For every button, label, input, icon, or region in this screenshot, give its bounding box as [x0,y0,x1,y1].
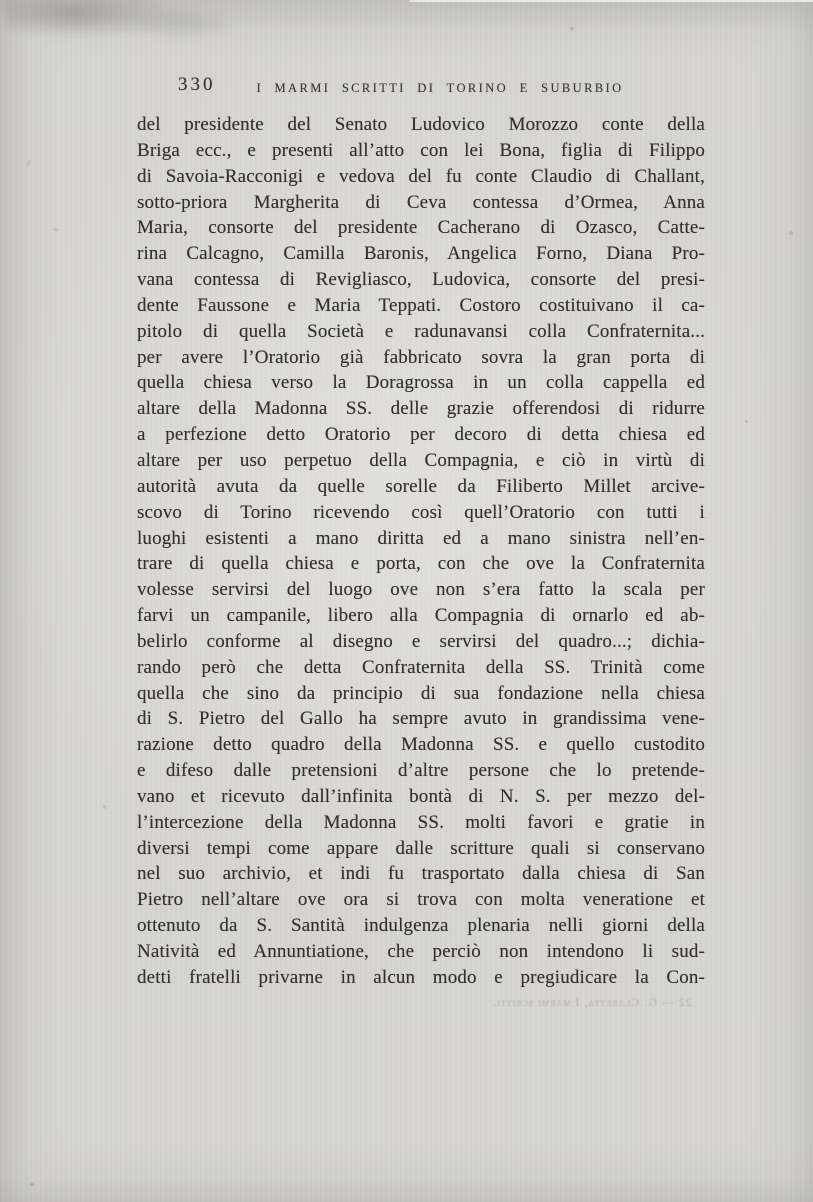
text-line: per avere l’Oratorio già fabbricato sovra la gran porta di [137,346,705,368]
paper-speck [26,160,32,168]
text-line: di S. Pietro del Gallo ha sempre avuto in grandissima vene- [137,708,705,730]
running-title: I MARMI SCRITTI DI TORINO E SUBURBIO [256,81,624,95]
text-line: nel suo archivio, et indi fu trasportato dalla chiesa di San [137,863,705,885]
text-line: quella chiesa verso la Doragrossa in un colla cappella ed [137,372,705,394]
text-line: Maria, consorte del presidente Cacherano di Ozasco, Catte- [137,217,705,239]
text-line: trare di quella chiesa e porta, con che ove la Confraternita [137,553,705,575]
paper-speck [30,1183,34,1186]
text-line: volesse servirsi del luogo ove non s’era fatto la scala per [137,579,705,601]
text-line: belirlo conforme al disegno e servirsi del quadro...; dichia- [137,630,705,652]
text-line: a perfezione detto Oratorio per decoro di detta chiesa ed [137,424,705,446]
show-through-text: 22 — G. Claretta, I marmi scritti. [492,995,692,1009]
paper-speck [570,27,574,30]
text-line: altare per uso perpetuo della Compagnia, e ciò in virtù di [137,449,705,471]
text-line: Pietro nell’altare ove ora si trova con molta veneratione et [137,889,705,911]
text-line: pitolo di quella Società e radunavansi colla Confraternita... [137,320,705,342]
text-line: detti fratelli privarne in alcun modo e pregiudicare la Con- [137,966,705,988]
text-line: diversi tempi come appare dalle scritture quali si conservano [137,837,705,859]
text-line: rina Calcagno, Camilla Baronis, Angelica Forno, Diana Pro- [137,243,705,265]
text-line: farvi un campanile, libero alla Compagnia di ornarlo ed ab- [137,605,705,627]
text-line: dente Faussone e Maria Teppati. Costoro costituivano il ca- [137,294,705,316]
text-line: quella che sino da principio di sua fondazione nella chiesa [137,682,705,704]
text-line: autorità avuta da quelle sorelle da Filiberto Millet arcive- [137,475,705,497]
text-line: sotto-priora Margherita di Ceva contessa d’Ormea, Anna [137,191,705,213]
paper-speck [789,231,793,235]
text-line: altare della Madonna SS. delle grazie offerendosi di ridurre [137,398,705,420]
text-line: Briga ecc., e presenti all’atto con lei Bona, figlia di Filippo [137,139,705,161]
text-line: Natività ed Annuntiatione, che perciò non intendono li sud- [137,941,705,962]
text-line: vano et ricevuto dall’infinita bontà di N. S. per mezzo del- [137,785,705,807]
paper-speck [103,805,106,809]
text-line: e difeso dalle pretensioni d’altre persone che lo pretende- [137,760,705,782]
body-text [137,112,705,991]
text-line: di Savoia-Racconigi e vedova del fu conte Claudio di Challant, [137,165,705,187]
text-line: vana contessa di Revigliasco, Ludovica, consorte del presi- [137,269,705,291]
text-line: luoghi esistenti a mano diritta ed a mano sinistra nell’en- [137,527,705,549]
text-line: scovo di Torino ricevendo così quell’Oratorio con tutti i [137,501,705,523]
page-number: 330 [178,74,216,95]
paper-speck [53,228,58,231]
paper-speck [745,420,748,423]
text-line: razione detto quadro della Madonna SS. e quello custodito [137,734,705,756]
text-line: ottenuto da S. Santità indulgenza plenaria nelli giorni della [137,915,705,937]
running-head [0,0,813,110]
text-line: rando però che detta Confraternita della SS. Trinità come [137,656,705,678]
text-line: l’intercezione della Madonna SS. molti favori e gratie in [137,811,705,833]
text-line: del presidente del Senato Ludovico Morozzo conte della [137,114,705,135]
